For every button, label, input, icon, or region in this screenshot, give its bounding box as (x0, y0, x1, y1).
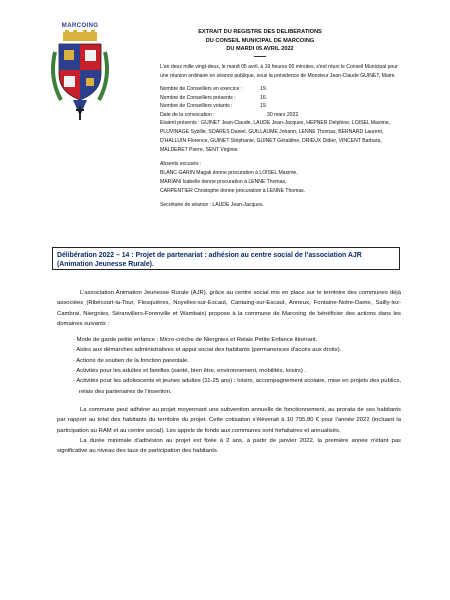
count-row-presents (160, 94, 406, 103)
count-value: 19. (260, 86, 268, 92)
deliberation-body (57, 288, 401, 456)
town-name: MARCOING (61, 22, 99, 29)
counts-block (160, 85, 406, 119)
secretary-line: Secrétaire de séance : LAUDE Jean-Jacques. (160, 202, 264, 209)
count-label: Nombre de Conseillers votants : (160, 103, 233, 110)
opening-paragraph: L'an deux mille vingt-deux, le mardi 05 avril, à 19 heures 00 minutes, s'est réuni le Conseil Municipal pour une réunion ordinaire en séance publique, sous la présidence de Monsieur Jean-Claude GUINET, Maire. (160, 64, 398, 79)
body-paragraph-2: La commune peut adhérer au projet moyennant une subvention annuelle de fonctionnement, au prorata de ses habitants par rapport au total des habitants du territoire du projet. Cette cotisation s'élèverait à 10 795,80 € pour l'année 2022 (incluant la participation au RAM et au centre social). Les appels de fonds aux communes sont forfaitaires et annualisés. (57, 406, 401, 434)
header-line-1: EXTRAIT DU REGISTRE DES DELIBERATIONS (198, 29, 322, 35)
bullet-list (57, 335, 401, 397)
meeting-intro (160, 63, 406, 210)
body-paragraph-3: La durée minimale d'adhésion au projet est fixée à 2 ans, à partir de janvier 2022, la première année n'étant pas significative au niveau des taux de participation des habitants. (57, 437, 401, 455)
count-label: Nombre de Conseillers présents : (160, 94, 236, 101)
deliberation-title: Délibération 2022 – 14 : Projet de partenariat : adhésion au centre social de l'association AJR (Animation Jeunesse Rurale). (52, 247, 400, 270)
bullet-item: · Aides aux démarches administratives et appui social des habitants (permanences d'accès aux droits). (73, 347, 342, 354)
count-row-votants (160, 102, 406, 111)
absent-item: CARPENTIER Christophe donne procuration à LENNE Thomas. (160, 188, 306, 195)
header-rule (254, 56, 266, 57)
coat-of-arms (44, 22, 116, 122)
absent-item: BLANC-GARIN Magali donne procuration à LOISEL Maxime, (160, 170, 298, 177)
convocation-label: Date de la convocation : (160, 111, 215, 118)
absent-item: MARIANI Isabelle donne procuration à LENNE Thomas, (160, 179, 287, 186)
presents-list: Etaient présents : GUINET Jean-Claude, LAUDE Jean-Jacques, HEPNER Delphine, LOISEL Maxime, PLUVINAGE Sybille, SOARES Daniel, GUILLAUME Johann, LENNE Thomas, BERNARD Laurent, D'HALLUIN Florence, GUINET Stéphanie, GUINET Géraldine, DRIEUX Didier, VINCENT Barbara, MALDERET Pierre, SENT Virginie. (160, 120, 391, 154)
absents-title: Absents excusés : (160, 161, 202, 168)
header-line-2: DU CONSEIL MUNICIPAL DE MARCOING (205, 37, 315, 44)
document-header (160, 28, 360, 57)
header-line-3: DU MARDI 05 AVRIL 2022 (226, 46, 294, 53)
convocation-value: 30 mars 2022. (267, 111, 300, 118)
bullet-item: · Actions de soutien de la fonction parentale. (73, 357, 189, 364)
bullet-item: · Activités pour les adolescents et jeunes adultes (11-25 ans) : loisirs, accompagnement scolaire, mise en projets des publics, relais des partenaires de l'insertion. (73, 378, 401, 395)
bullet-item: · Mode de garde petite enfance : Micro-crèche de Niergnies et Relais Petite Enfance itinérant. (73, 337, 318, 344)
count-row-convocation (160, 111, 406, 120)
count-label: Nombre de Conseillers en exercice : (160, 86, 243, 92)
count-row-exercice (160, 85, 406, 94)
body-paragraph-1: L'association Animation Jeunesse Rurale (AJR), grâce au centre social mis en place sur le territoire des communes déjà associées (Ribécourt-la-Tour, Flesquières, Noyelles-sur-Escaut, Cantaing-sur-Escaut, Anneux, Fontaine-Notre-Dame, Sailly-lez-Cambrai, Niergnies, Séranvillers-Forenville et Wambaix) propose à la commune de Marcoing de bénéficier des actions dans les domaines suivants : (57, 290, 401, 327)
crest-shield-icon (49, 30, 111, 122)
count-value: 19. (260, 103, 268, 110)
count-value: 16. (260, 94, 268, 101)
bullet-item: · Activités pour les adultes et familles (santé, bien être, environnement, mobilités, loisirs) . (73, 368, 307, 375)
